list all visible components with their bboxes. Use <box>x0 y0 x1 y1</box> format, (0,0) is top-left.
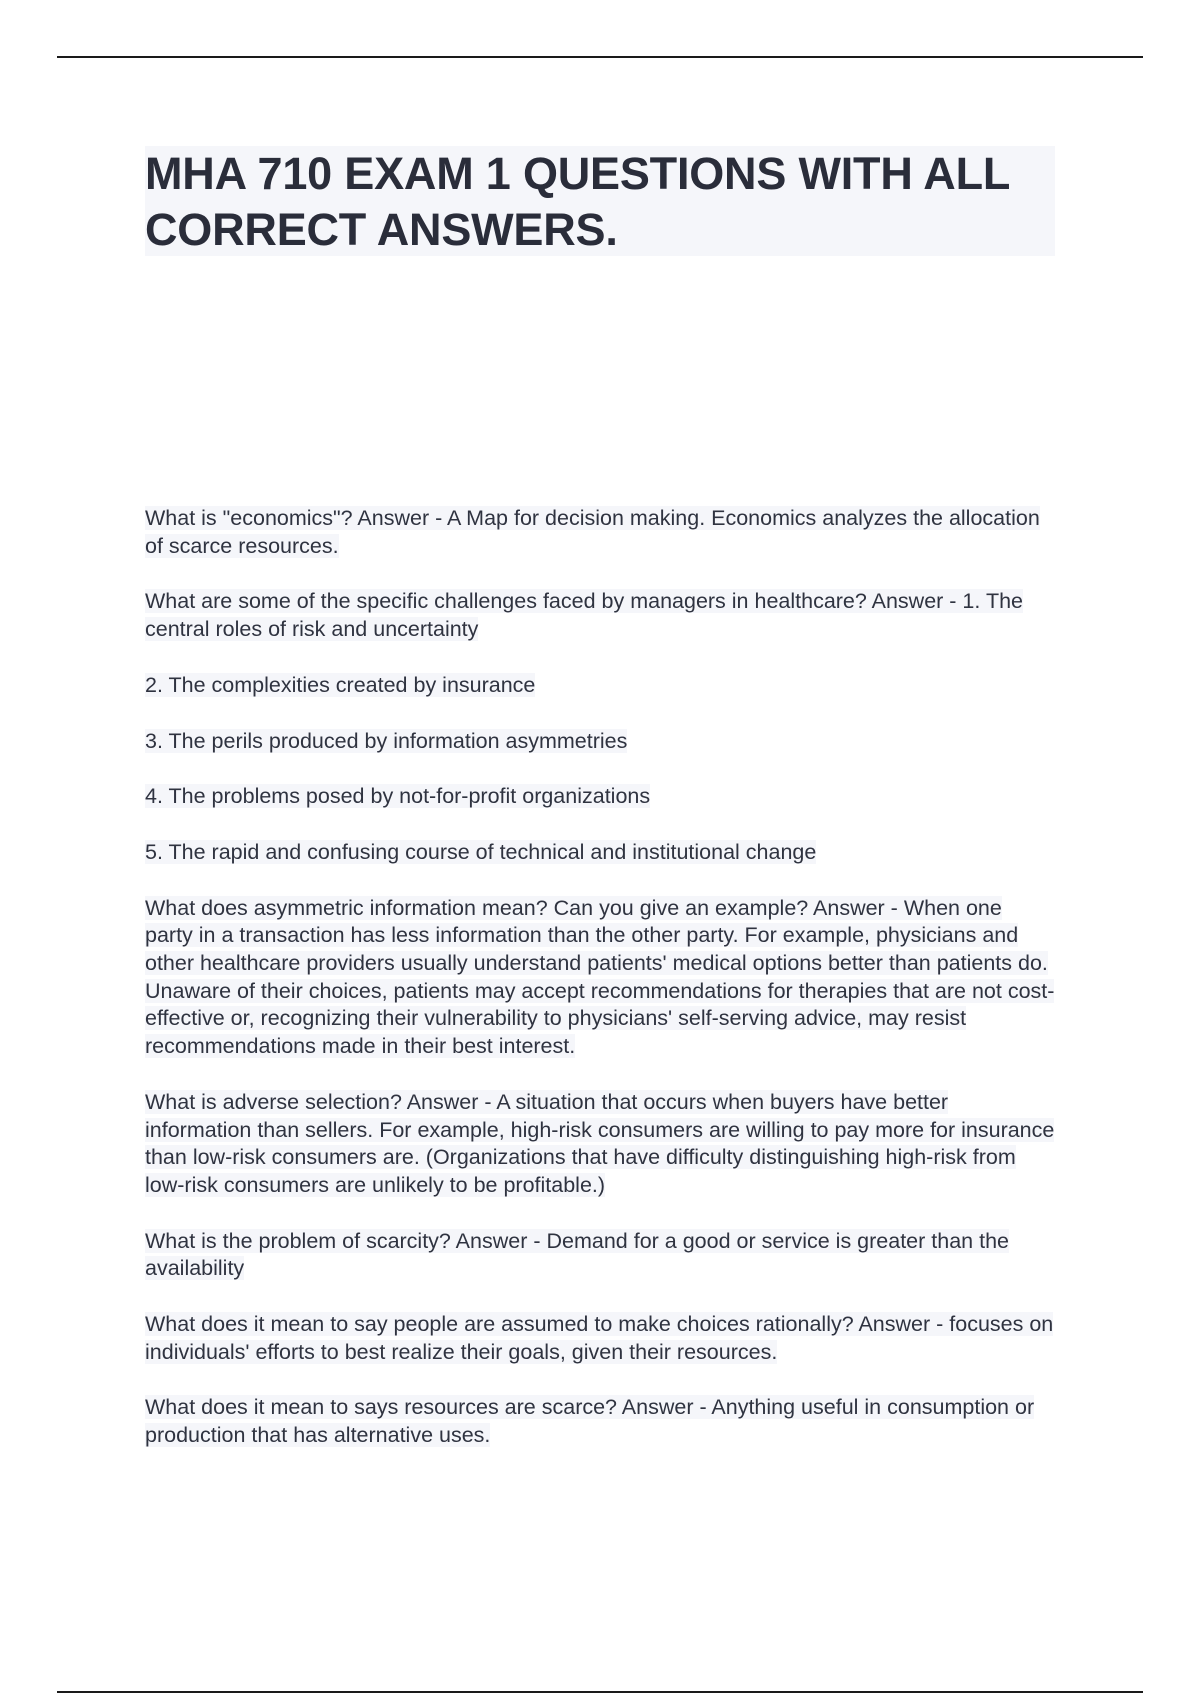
bottom-rule <box>57 1691 1143 1693</box>
paragraph-text: What is adverse selection? Answer - A situation that occurs when buyers have better information than sellers. For example, high-risk consumers are willing to pay more for insurance than low-risk consumers are. (Organizations that have difficulty distinguishing high-risk from low-risk consumers are unlikely to be profitable.) <box>145 1089 1055 1197</box>
paragraph-text: What is "economics"? Answer - A Map for decision making. Economics analyzes the allocation of scarce resources. <box>145 506 1040 558</box>
document-title: MHA 710 EXAM 1 QUESTIONS WITH ALL CORRECT ANSWERS. <box>145 148 1010 255</box>
qa-economics <box>145 505 1055 560</box>
paragraph-text: What is the problem of scarcity? Answer - Demand for a good or service is greater than the availability <box>145 1228 1009 1281</box>
qa-scarce-resources <box>145 1394 1055 1449</box>
paragraph-text: 2. The complexities created by insurance <box>145 672 536 697</box>
qa-rational-choice <box>145 1311 1055 1366</box>
paragraph-text: 4. The problems posed by not-for-profit organizations <box>145 784 651 809</box>
paragraph-text: 5. The rapid and confusing course of technical and institutional change <box>145 839 817 864</box>
qa-asymmetric-information <box>145 895 1055 1061</box>
list-item <box>145 839 1055 867</box>
qa-adverse-selection <box>145 1089 1055 1200</box>
qa-healthcare-challenges <box>145 588 1055 643</box>
list-item <box>145 672 1055 700</box>
paragraph-text: What does it mean to says resources are scarce? Answer - Anything useful in consumption or production that has alternative uses. <box>145 1395 1035 1448</box>
paragraph-text: What does it mean to say people are assumed to make choices rationally? Answer - focuses on individuals' efforts to best realize their goals, given their resources. <box>145 1312 1054 1364</box>
title-block <box>145 146 1055 256</box>
top-rule <box>57 56 1143 58</box>
paragraph-text: What does asymmetric information mean? Can you give an example? Answer - When one party in a transaction has less information than the other party. For example, physicians and other healthcare providers usually understand patients' medical options better than patients do. Unaware of their choices, patients may accept recommendations for therapies that are not cost-effective or, recognizing their vulnerability to physicians' self-serving advice, may resist recommendations made in their best interest. <box>145 895 1055 1059</box>
list-item <box>145 728 1055 756</box>
paragraph-text: What are some of the specific challenges faced by managers in healthcare? Answer - 1. The central roles of risk and uncertainty <box>145 589 1023 642</box>
document-body <box>145 505 1055 1478</box>
list-item <box>145 783 1055 811</box>
paragraph-text: 3. The perils produced by information asymmetries <box>145 728 628 753</box>
qa-scarcity <box>145 1228 1055 1283</box>
